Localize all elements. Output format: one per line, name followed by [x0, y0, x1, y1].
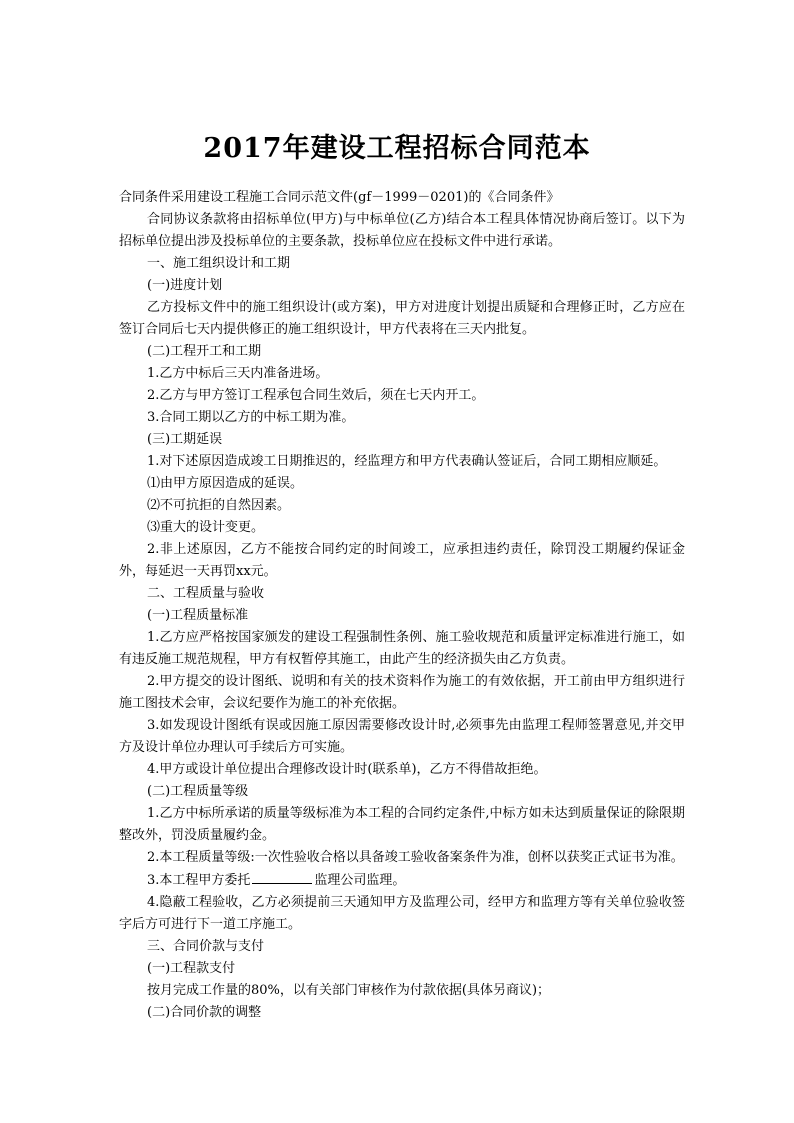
list-item: ⑵不可抗拒的自然因素。 [147, 498, 291, 513]
section-heading: 二、工程质量与验收 [147, 586, 265, 601]
list-item: ⑶重大的设计变更。 [147, 520, 265, 535]
paragraph: 按月完成工作量的80%，以有关部门审核作为付款依据(具体另商议)； [147, 983, 551, 998]
subsection-heading: (二)合同价款的调整 [147, 1005, 262, 1020]
list-item: 2.甲方提交的设计图纸、说明和有关的技术资料作为施工的有效依据，开工前由甲方组织进行施工图技术会审，会议纪要作为施工的补充依据。 [119, 674, 685, 711]
list-item: ⑴由甲方原因造成的延误。 [147, 476, 304, 491]
list-item: 1.乙方中标后三天内准备进场。 [147, 366, 329, 381]
subsection-heading: (一)进度计划 [147, 278, 223, 293]
list-item: 2.乙方与甲方签订工程承包合同生效后，须在七天内开工。 [147, 388, 485, 403]
list-item: 1.乙方应严格按国家颁发的建设工程强制性条例、施工验收规范和质量评定标准进行施工，如有违反施工规范规程，甲方有权暂停其施工，由此产生的经济损失由乙方负责。 [119, 630, 685, 667]
subsection-heading: (一)工程款支付 [147, 961, 236, 976]
list-item: 2.非上述原因，乙方不能按合同约定的时间竣工，应承担违约责任，除罚没工期履约保证金外，每延迟一天再罚xx元。 [119, 542, 685, 579]
paragraph: 乙方投标文件中的施工组织设计(或方案)，甲方对进度计划提出质疑和合理修正时，乙方应在签订合同后七天内提供修正的施工组织设计，甲方代表将在三天内批复。 [119, 300, 685, 337]
subsection-heading: (三)工期延误 [147, 432, 223, 447]
paragraph: 合同条件采用建设工程施工合同示范文件(gf－1999－0201)的《合同条件》 [119, 190, 560, 205]
section-heading: 三、合同价款与支付 [147, 939, 265, 954]
list-item: 3.合同工期以乙方的中标工期为准。 [147, 410, 355, 425]
subsection-heading: (二)工程开工和工期 [147, 344, 262, 359]
section-heading: 一、施工组织设计和工期 [147, 256, 291, 271]
document-title: 2017年建设工程招标合同范本 [203, 133, 591, 164]
subsection-heading: (二)工程质量等级 [147, 784, 249, 799]
list-item: 4.隐蔽工程验收，乙方必须提前三天通知甲方及监理公司，经甲方和监理方等有关单位验收签字后方可进行下一道工序施工。 [119, 895, 685, 932]
list-item: 3.如发现设计图纸有误或因施工原因需要修改设计时,必须事先由监理工程师签署意见,并交甲方及设计单位办理认可手续后方可实施。 [119, 718, 685, 755]
list-item [119, 869, 685, 892]
list-item: 1.对下述原因造成竣工日期推迟的，经监理方和甲方代表确认签证后，合同工期相应顺延。 [147, 454, 667, 469]
list-item-text-before: 3.本工程甲方委托 [147, 873, 251, 888]
list-item: 4.甲方或设计单位提出合理修改设计时(联系单)，乙方不得借故拒绝。 [147, 762, 547, 777]
paragraph: 合同协议条款将由招标单位(甲方)与中标单位(乙方)结合本工程具体情况协商后签订。以下为招标单位提出涉及投标单位的主要条款，投标单位应在投标文件中进行承诺。 [119, 212, 685, 249]
fill-in-blank [252, 869, 312, 884]
subsection-heading: (一)工程质量标准 [147, 608, 249, 623]
list-item: 2.本工程质量等级:一次性验收合格以具备竣工验收备案条件为准，创杯以获奖正式证书为准。 [147, 850, 684, 865]
list-item-text-after: 监理公司监理。 [314, 873, 406, 888]
list-item: 1.乙方中标所承诺的质量等级标准为本工程的合同约定条件,中标方如未达到质量保证的除限期整改外，罚没质量履约金。 [119, 806, 685, 843]
document-body [119, 187, 685, 1024]
